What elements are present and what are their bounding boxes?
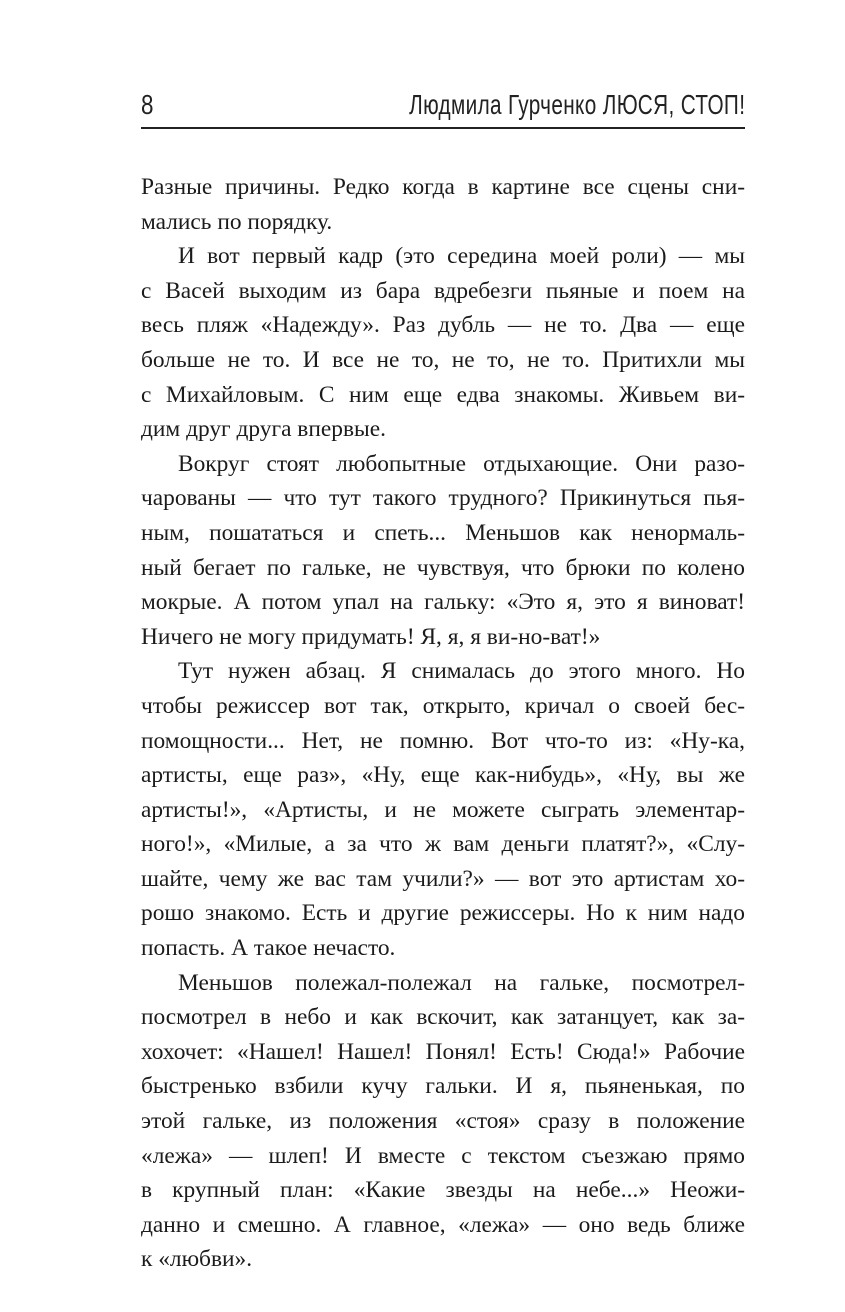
running-title: Людмила Гурченко ЛЮСЯ, СТОП!: [408, 89, 745, 120]
paragraph: [141, 239, 745, 447]
paragraph: [141, 966, 745, 1277]
text-line: попасть. А такое нечасто.: [141, 935, 396, 962]
page-header: [141, 88, 745, 124]
paragraph: [141, 654, 745, 965]
text-line: в крупный план: «Какие звезды на небе...» Неожи-: [141, 1177, 745, 1204]
text-line: посмотрел в небо и как вскочит, как затанцует, как за-: [141, 1004, 745, 1031]
header-rule: [141, 127, 745, 129]
text-line: весь пляж «Надежду». Раз дубль — не то. Два — еще: [141, 312, 745, 339]
text-line: данно и смешно. А главное, «лежа» — оно ведь ближе: [141, 1211, 745, 1238]
text-line: артисты!», «Артисты, и не можете сыграть элементар-: [141, 796, 745, 823]
text-line: Ничего не могу придумать! Я, я, я ви-но-ват!»: [141, 623, 601, 650]
text-line: Вокруг стоят любопытные отдыхающие. Они разо-: [178, 450, 745, 477]
text-line: этой гальке, из положения «стоя» сразу в положение: [141, 1108, 745, 1135]
text-line: «лежа» — шлеп! И вместе с текстом съезжаю прямо: [141, 1142, 745, 1169]
text-line: быстренько взбили кучу гальки. И я, пьяненькая, по: [141, 1073, 745, 1100]
text-line: хохочет: «Нашел! Нашел! Понял! Есть! Сюда!» Рабочие: [141, 1038, 745, 1065]
text-line: ным, пошататься и спеть... Меньшов как ненормаль-: [141, 519, 745, 546]
text-line: мались по порядку.: [141, 208, 333, 235]
text-line: артисты, еще раз», «Ну, еще как-нибудь», «Ну, вы же: [141, 762, 745, 789]
text-line: Меньшов полежал-полежал на гальке, посмотрел-: [178, 969, 745, 996]
text-line: ный бегает по гальке, не чувствуя, что брюки по колено: [141, 554, 745, 581]
text-line: чтобы режиссер вот так, открыто, кричал о своей бес-: [141, 692, 745, 719]
text-line: к «любви».: [141, 1246, 253, 1273]
page-number: 8: [141, 89, 154, 120]
text-line: Разные причины. Редко когда в картине все сцены сни-: [141, 174, 745, 200]
text-line: больше не то. И все не то, не то, не то. Притихли мы: [141, 346, 745, 373]
text-line: рошо знакомо. Есть и другие режиссеры. Но к ним надо: [141, 900, 745, 927]
paragraph: [141, 447, 745, 655]
text-line: чарованы — что тут такого трудного? Прикинуться пья-: [141, 485, 745, 512]
text-line: дим друг друга впервые.: [141, 416, 386, 443]
text-line: с Васей выходим из бара вдребезги пьяные и поем на: [141, 277, 745, 304]
text-line: Тут нужен абзац. Я снималась до этого много. Но: [178, 658, 745, 685]
text-line: шайте, чему же вас там учили?» — вот это артистам хо-: [141, 865, 745, 892]
text-line: ного!», «Милые, а за что ж вам деньги платят?», «Слу-: [141, 831, 745, 858]
text-line: И вот первый кадр (это середина моей роли) — мы: [178, 243, 745, 270]
text-line: помощности... Нет, не помню. Вот что-то из: «Ну-ка,: [141, 727, 745, 754]
paragraph: [141, 170, 745, 239]
body-text: [141, 170, 745, 1277]
text-line: мокрые. А потом упал на гальку: «Это я, это я виноват!: [141, 589, 745, 616]
text-line: с Михайловым. С ним еще едва знакомы. Живьем ви-: [141, 381, 745, 408]
